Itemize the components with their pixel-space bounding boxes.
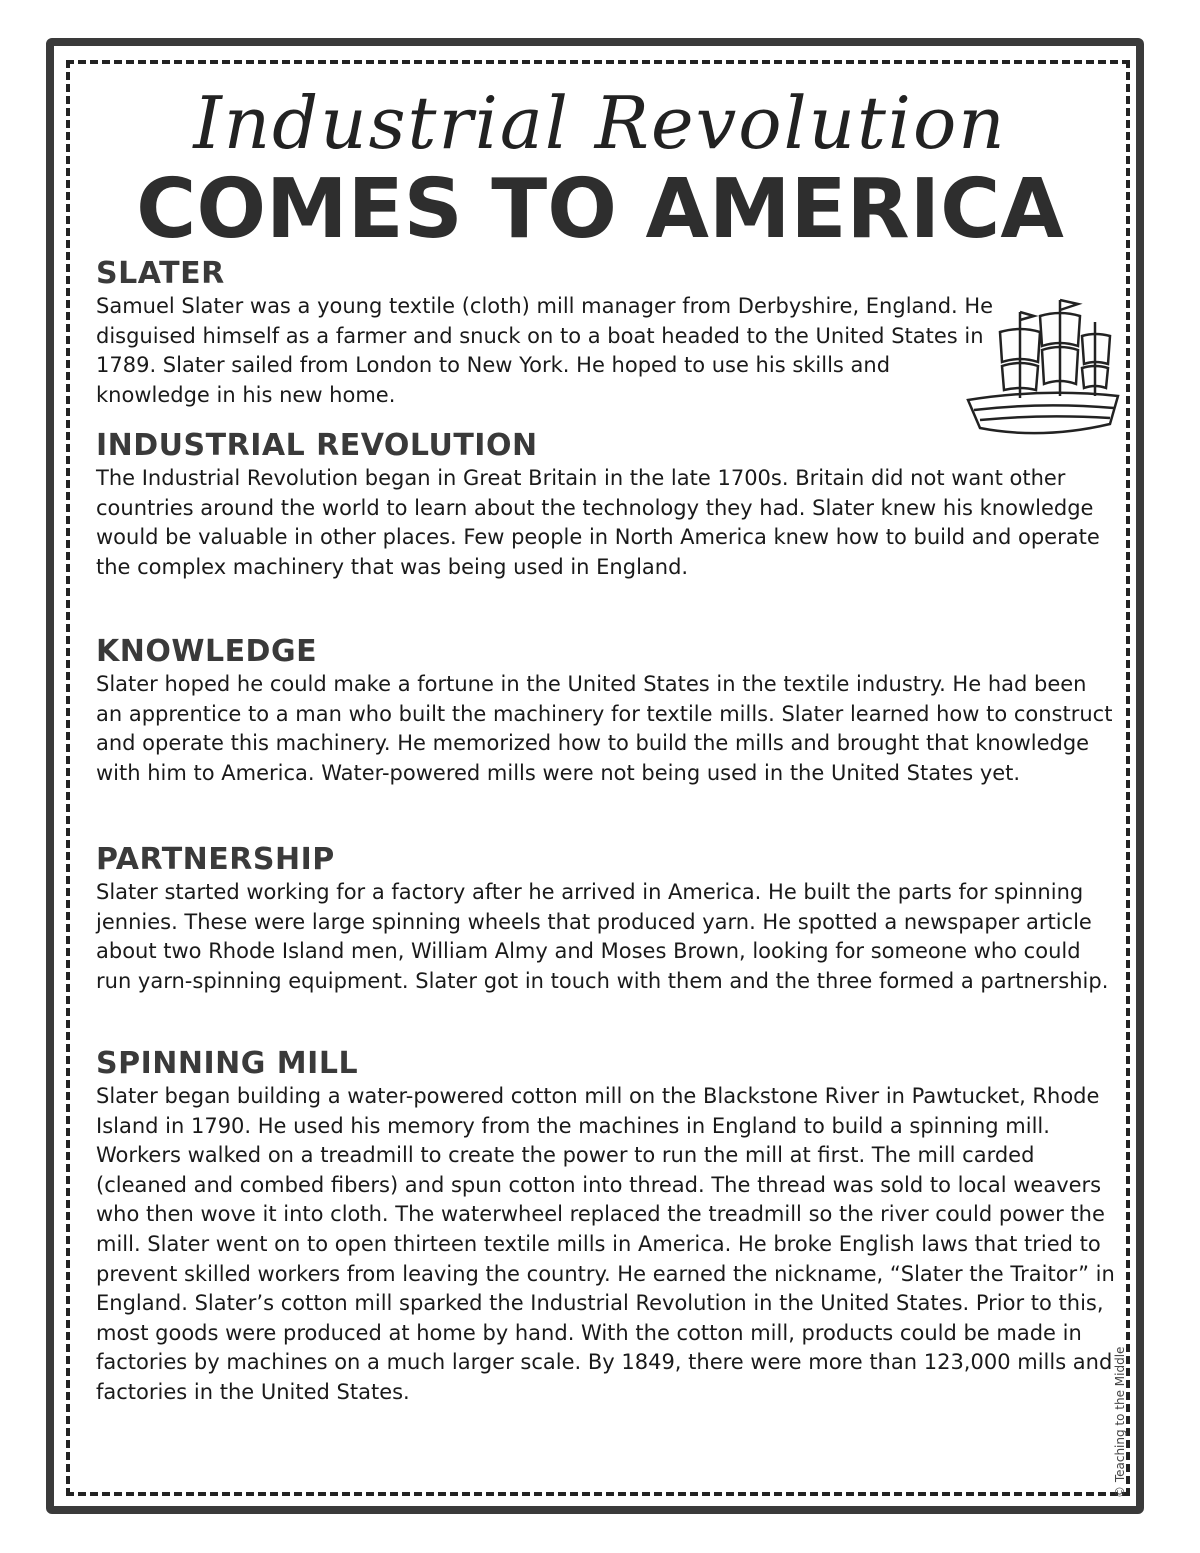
section-knowledge xyxy=(96,634,1116,788)
main-title: COMES TO AMERICA xyxy=(136,162,1064,257)
copyright-credit: © Teaching to the Middle xyxy=(1113,1346,1127,1498)
script-title: Industrial Revolution xyxy=(193,81,1007,165)
section-heading: PARTNERSHIP xyxy=(96,842,335,877)
section-body: Slater started working for a factory after he arrived in America. He built the parts for spinning jennies. These were large spinning wheels that produced yarn. He spotted a newspaper article about two Rhode Island men, William Almy and Moses Brown, looking for someone who could run yarn-spinning equipment. Slater got in touch with them and the three formed a partnership. xyxy=(96,880,1109,993)
section-body: Samuel Slater was a young textile (cloth) mill manager from Derbyshire, England. He disguised himself as a farmer and snuck on to a boat headed to the United States in 1789. Slater sailed from London to New York. He hoped to use his skills and knowledge in his new home. xyxy=(96,294,994,407)
section-industrial-revolution xyxy=(96,428,1116,582)
section-heading: SPINNING MILL xyxy=(96,1046,359,1081)
section-heading: INDUSTRIAL REVOLUTION xyxy=(96,428,538,463)
section-spinning-mill xyxy=(96,1046,1116,1408)
section-partnership xyxy=(96,842,1116,996)
section-heading: KNOWLEDGE xyxy=(96,634,318,669)
section-body: Slater began building a water-powered cotton mill on the Blackstone River in Pawtucket, Rhode Island in 1790. He used his memory from the machines in England to build a spinning mill. Workers walked on a treadmill to create the power to run the mill at first. The mill carded (cleaned and combed fibers) and spun cotton into thread. The thread was sold to local weavers who then wove it into cloth. The waterwheel replaced the treadmill so the river could power the mill. Slater went on to open thirteen textile mills in America. He broke English laws that tried to prevent skilled workers from leaving the country. He earned the nickname, “Slater the Traitor” in England. Slater’s cotton mill sparked the Industrial Revolution in the United States. Prior to this, most goods were produced at home by hand. With the cotton mill, products could be made in factories by machines on a much larger scale. By 1849, there were more than 123,000 mills and factories in the United States. xyxy=(96,1084,1115,1404)
section-heading: SLATER xyxy=(96,256,225,291)
section-body: The Industrial Revolution began in Great Britain in the late 1700s. Britain did not want other countries around the world to learn about the technology they had. Slater knew his knowledge would be valuable in other places. Few people in North America knew how to build and operate the complex machinery that was being used in England. xyxy=(96,466,1100,579)
section-body: Slater hoped he could make a fortune in the United States in the textile industry. He had been an apprentice to a man who built the machinery for textile mills. Slater learned how to construct and operate this machinery. He memorized how to build the mills and brought that knowledge with him to America. Water-powered mills were not being used in the United States yet. xyxy=(96,672,1113,785)
